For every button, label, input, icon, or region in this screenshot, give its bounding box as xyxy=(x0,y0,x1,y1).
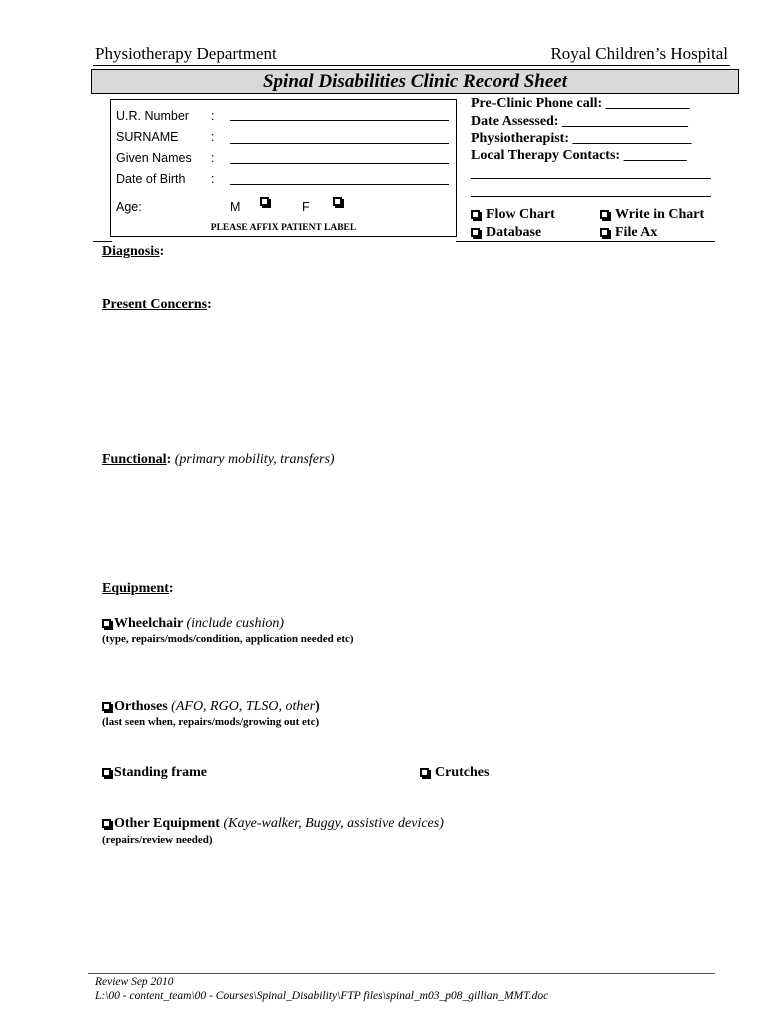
orthoses-checkbox[interactable] xyxy=(102,702,111,711)
right-divider xyxy=(456,241,715,242)
other-equipment-subnote: (repairs/review needed) xyxy=(102,834,213,846)
wheelchair-item[interactable] xyxy=(102,616,284,632)
local-therapy-contacts[interactable]: Local Therapy Contacts: _________ xyxy=(471,148,687,163)
other-equipment-checkbox[interactable] xyxy=(102,819,111,828)
diagnosis-heading-text: Diagnosis xyxy=(102,244,160,259)
male-checkbox[interactable] xyxy=(260,197,269,206)
crutches-label: Crutches xyxy=(435,765,490,780)
female-label: F xyxy=(302,200,310,214)
contacts-line-2[interactable] xyxy=(471,196,711,197)
ur-number-field[interactable] xyxy=(230,120,449,121)
wheelchair-checkbox[interactable] xyxy=(102,619,111,628)
file-ax-checkbox[interactable] xyxy=(600,228,609,237)
other-equipment-label: Other Equipment xyxy=(114,816,220,831)
flow-chart-checkbox[interactable] xyxy=(471,210,480,219)
wheelchair-label: Wheelchair xyxy=(114,616,183,631)
standing-frame-label: Standing frame xyxy=(114,765,207,780)
review-date: Review Sep 2010 xyxy=(95,976,174,988)
header-divider xyxy=(93,65,730,66)
orthoses-hint-close: ) xyxy=(315,699,320,714)
surname-label: SURNAME xyxy=(116,130,179,144)
write-in-chart-label: Write in Chart xyxy=(615,207,705,222)
equipment-heading: Equipment: xyxy=(102,581,174,596)
hospital-name: Royal Children’s Hospital xyxy=(550,44,728,63)
database-label: Database xyxy=(486,225,542,240)
file-path: L:\00 - content_team\00 - Courses\Spinal_Disability\FTP files\spinal_m03_p08_gillian_MMT.doc xyxy=(95,990,549,1002)
physiotherapist[interactable]: Physiotherapist: _________________ xyxy=(471,131,692,146)
functional-heading-text: Functional xyxy=(102,452,167,467)
write-in-chart-checkbox[interactable] xyxy=(600,210,609,219)
flow-chart-label: Flow Chart xyxy=(486,207,555,222)
file-ax-label: File Ax xyxy=(615,225,658,240)
wheelchair-hint: (include cushion) xyxy=(186,616,285,631)
dob-field[interactable] xyxy=(230,184,449,185)
other-equipment-hint: (Kaye-walker, Buggy, assistive devices) xyxy=(223,816,444,831)
functional-heading: Functional: (primary mobility, transfers) xyxy=(102,452,335,467)
given-names-field[interactable] xyxy=(230,163,449,164)
surname-field[interactable] xyxy=(230,143,449,144)
patient-label-box xyxy=(110,99,457,237)
database-checkbox[interactable] xyxy=(471,228,480,237)
orthoses-subnote: (last seen when, repairs/mods/growing out etc) xyxy=(102,716,320,728)
footer-divider xyxy=(88,973,715,974)
form-title: Spinal Disabilities Clinic Record Sheet xyxy=(91,69,739,94)
date-assessed[interactable]: Date Assessed: __________________ xyxy=(471,114,688,129)
crutches-checkbox[interactable] xyxy=(420,768,429,777)
surname-colon: : xyxy=(211,130,215,144)
ur-number-colon: : xyxy=(211,109,215,123)
female-checkbox[interactable] xyxy=(333,197,342,206)
equipment-heading-text: Equipment xyxy=(102,581,169,596)
orthoses-label: Orthoses xyxy=(114,699,168,714)
ur-number-label: U.R. Number xyxy=(116,109,189,123)
male-label: M xyxy=(230,200,241,214)
pre-clinic-phone-call[interactable]: Pre-Clinic Phone call: ____________ xyxy=(471,96,690,111)
standing-frame-item[interactable] xyxy=(102,765,207,781)
department-name: Physiotherapy Department xyxy=(95,44,277,63)
dob-label: Date of Birth xyxy=(116,172,186,186)
given-names-label: Given Names xyxy=(116,151,192,165)
given-names-colon: : xyxy=(211,151,215,165)
dob-colon: : xyxy=(211,172,215,186)
file-ax-option[interactable] xyxy=(600,225,657,241)
wheelchair-subnote: (type, repairs/mods/condition, application needed etc) xyxy=(102,633,354,645)
present-concerns-heading-text: Present Concerns xyxy=(102,297,208,312)
age-label: Age: xyxy=(116,200,142,214)
orthoses-hint: (AFO, RGO, TLSO, other xyxy=(171,699,316,714)
functional-hint: (primary mobility, transfers) xyxy=(174,452,335,467)
affix-label-note: PLEASE AFFIX PATIENT LABEL xyxy=(210,223,357,233)
other-equipment-item[interactable] xyxy=(102,816,444,832)
left-divider-stub xyxy=(93,241,112,242)
orthoses-item[interactable] xyxy=(102,699,320,715)
contacts-line-1[interactable] xyxy=(471,178,711,179)
standing-frame-checkbox[interactable] xyxy=(102,768,111,777)
crutches-item[interactable] xyxy=(420,765,489,781)
database-option[interactable] xyxy=(471,225,541,241)
diagnosis-heading: Diagnosis: xyxy=(102,244,165,259)
present-concerns-heading: Present Concerns: xyxy=(102,297,212,312)
flow-chart-option[interactable] xyxy=(471,207,555,223)
write-in-chart-option[interactable] xyxy=(600,207,704,223)
